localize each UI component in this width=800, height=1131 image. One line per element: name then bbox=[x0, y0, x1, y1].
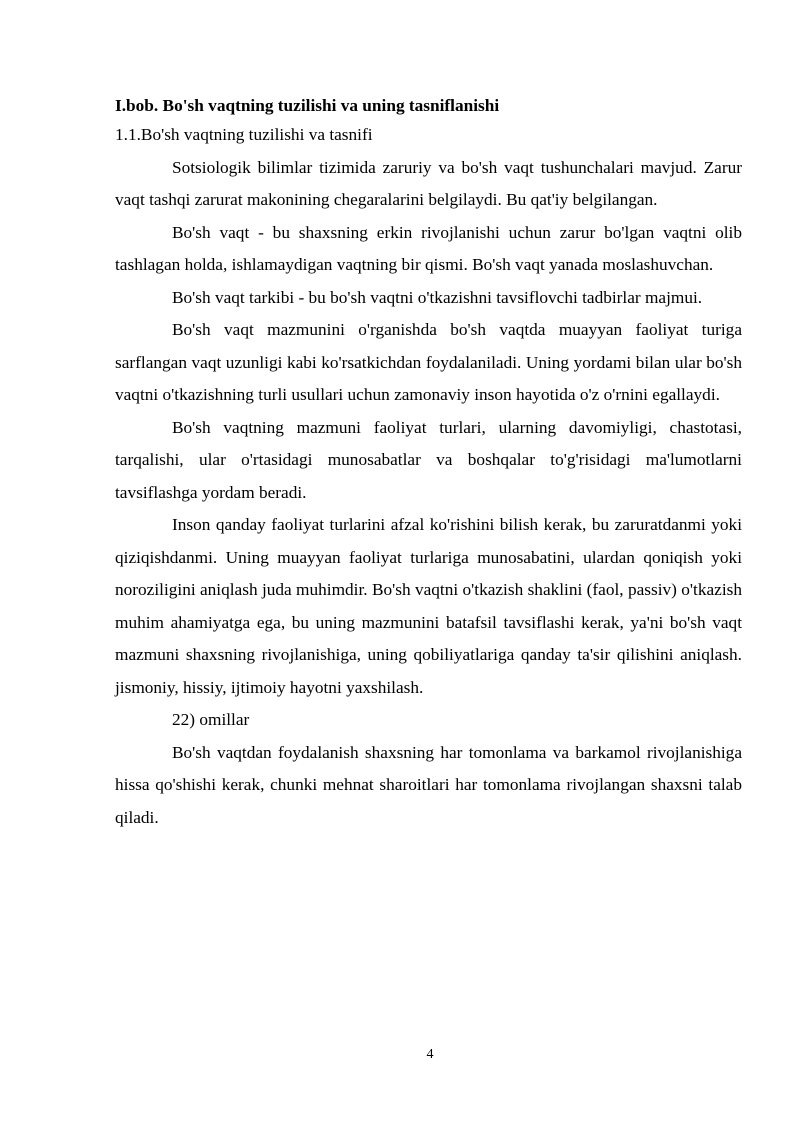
chapter-title: I.bob. Bo'sh vaqtning tuzilishi va uning tasniflanishi bbox=[115, 96, 500, 115]
document-page bbox=[115, 93, 742, 834]
paragraph: Bo'sh vaqtdan foydalanish shaxsning har tomonlama va barkamol rivojlanishiga hissa qo'shishi kerak, chunki mehnat sharoitlari har tomonlama rivojlangan shaxsni talab qiladi. bbox=[115, 742, 742, 827]
list-marker-paragraph: 22) omillar bbox=[172, 710, 250, 729]
paragraph: Sotsiologik bilimlar tizimida zaruriy va bo'sh vaqt tushunchalari mavjud. Zarur vaqt tashqi zarurat makonining chegaralarini belgilaydi. Bu qat'iy belgilangan. bbox=[115, 157, 742, 209]
paragraph: Bo'sh vaqt mazmunini o'rganishda bo'sh vaqtda muayyan faoliyat turiga sarflangan vaqt uzunligi kabi ko'rsatkichdan foydalaniladi. Uning yordami bilan ular bo'sh vaqtni o'tkazishning turli usullari uchun zamonaviy inson hayotida o'z o'rnini egallaydi. bbox=[115, 320, 742, 404]
paragraph: Bo'sh vaqt tarkibi - bu bo'sh vaqtni o'tkazishni tavsiflovchi tadbirlar majmui. bbox=[172, 287, 703, 307]
paragraph: Bo'sh vaqtning mazmuni faoliyat turlari, ularning davomiyligi, chastotasi, tarqalishi, ular o'rtasidagi munosabatlar va boshqalar to'g'risidagi ma'lumotlarni tavsiflashga yordam beradi. bbox=[115, 417, 742, 502]
section-title: 1.1.Bo'sh vaqtning tuzilishi va tasnifi bbox=[115, 125, 373, 144]
paragraph: Bo'sh vaqt - bu shaxsning erkin rivojlanishi uchun zarur bo'lgan vaqtni olib tashlagan holda, ishlamaydigan vaqtning bir qismi. Bo'sh vaqt yanada moslashuvchan. bbox=[115, 222, 742, 274]
paragraph: Inson qanday faoliyat turlarini afzal ko'rishini bilish kerak, bu zaruratdanmi yoki qiziqishdanmi. Uning muayyan faoliyat turlariga munosabatini, ulardan qoniqish yoki noroziligini aniqlash juda muhimdir. Bo'sh vaqtni o'tkazish shaklini (faol, passiv) o'tkazish muhim ahamiyatga ega, bu uning mazmunini batafsil tavsiflashi kerak, ya'ni bo'sh vaqt mazmuni shaxsning rivojlanishiga, uning qobiliyatlariga qanday ta'sir qilishini aniqlash. jismoniy, hissiy, ijtimoiy hayotni yaxshilash. bbox=[115, 515, 742, 697]
page-number: 4 bbox=[426, 1047, 434, 1062]
